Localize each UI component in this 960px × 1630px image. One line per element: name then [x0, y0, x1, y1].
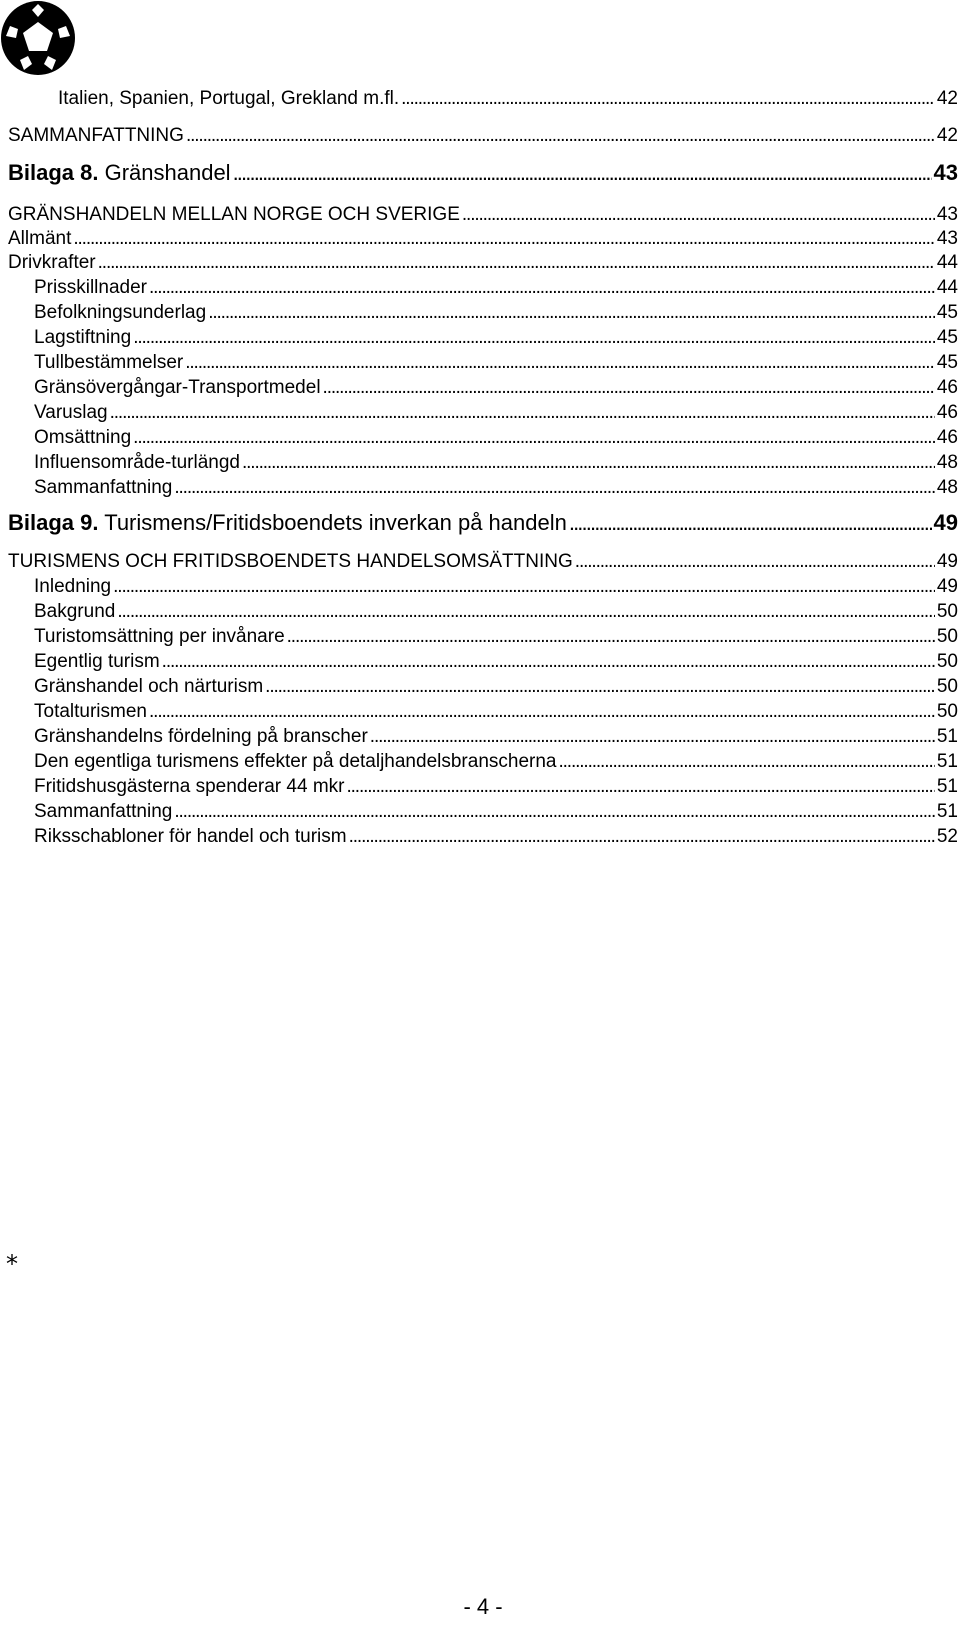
dot-leader	[110, 402, 935, 424]
toc-entry-page: 43	[936, 204, 958, 225]
toc-entry-page: 49	[936, 576, 958, 597]
dot-leader	[98, 252, 935, 274]
toc-entry[interactable]	[8, 302, 958, 324]
dot-leader	[186, 125, 935, 147]
toc-entry-title: Gränsövergångar-Transportmedel	[34, 377, 321, 398]
dot-leader	[162, 651, 935, 673]
toc-entry[interactable]	[8, 88, 958, 110]
footnote-asterisk: *	[6, 1250, 18, 1278]
toc-entry-title: SAMMANFATTNING	[8, 125, 184, 146]
toc-entry-page: 51	[936, 751, 958, 772]
toc-entry-page: 48	[936, 477, 958, 498]
toc-entry-page: 50	[936, 701, 958, 722]
toc-entry-title: Italien, Spanien, Portugal, Grekland m.fl.	[58, 88, 400, 109]
toc-entry[interactable]	[8, 477, 958, 499]
dot-leader	[113, 576, 935, 598]
toc-entry-page: 46	[936, 402, 958, 423]
toc-entry-title: Sammanfattning	[34, 801, 173, 822]
toc-entry[interactable]	[8, 252, 958, 274]
toc-entry-title: Bakgrund	[34, 601, 116, 622]
toc-entry-title: Befolkningsunderlag	[34, 302, 207, 323]
toc-entry[interactable]	[8, 551, 958, 573]
toc-entry[interactable]	[8, 651, 958, 673]
dot-leader	[149, 277, 935, 299]
dot-leader	[208, 302, 935, 324]
toc-entry[interactable]	[8, 352, 958, 374]
toc-entry-page: 45	[936, 352, 958, 373]
toc-entry[interactable]	[8, 676, 958, 698]
toc-entry-appendix[interactable]	[8, 160, 958, 186]
toc-entry[interactable]	[8, 427, 958, 449]
pentagon-ball-logo-icon	[0, 0, 76, 76]
dot-leader	[233, 160, 932, 186]
toc-entry-title: Sammanfattning	[34, 477, 173, 498]
toc-entry-title: Den egentliga turismens effekter på detaljhandelsbranscherna	[34, 751, 557, 772]
toc-entry[interactable]	[8, 125, 958, 147]
toc-entry-page: 50	[936, 601, 958, 622]
toc-entry-title: Gränshandelns fördelning på branscher	[34, 726, 368, 747]
toc-entry[interactable]	[8, 204, 958, 226]
toc-entry[interactable]	[8, 377, 958, 399]
toc-entry[interactable]	[8, 801, 958, 823]
toc-entry-title: Egentlig turism	[34, 651, 160, 672]
toc-entry[interactable]	[8, 751, 958, 773]
toc-entry-page: 42	[936, 88, 958, 109]
toc-entry[interactable]	[8, 726, 958, 748]
toc-entry[interactable]	[8, 452, 958, 474]
dot-leader	[174, 477, 935, 499]
toc-entry-page: 43	[933, 160, 958, 185]
dot-leader	[287, 626, 935, 648]
toc-entry-title: Drivkrafter	[8, 252, 96, 273]
toc-entry-title: Allmänt	[8, 228, 72, 249]
toc-entry-appendix[interactable]	[8, 510, 958, 536]
toc-entry-page: 44	[936, 277, 958, 298]
toc-entry-page: 49	[933, 510, 958, 535]
dot-leader	[133, 327, 935, 349]
toc-entry-title: Prisskillnader	[34, 277, 147, 298]
toc-entry-page: 42	[936, 125, 958, 146]
dot-leader	[133, 427, 935, 449]
toc-entry-page: 51	[936, 776, 958, 797]
toc-entry-title: Turistomsättning per invånare	[34, 626, 285, 647]
toc-entry[interactable]	[8, 576, 958, 598]
dot-leader	[346, 776, 934, 798]
dot-leader	[370, 726, 935, 748]
dot-leader	[265, 676, 935, 698]
dot-leader	[575, 551, 935, 573]
toc-entry[interactable]	[8, 402, 958, 424]
dot-leader	[401, 88, 935, 110]
toc-entry-page: 50	[936, 626, 958, 647]
toc-entry-page: 43	[936, 228, 958, 249]
toc-entry-title: GRÄNSHANDELN MELLAN NORGE OCH SVERIGE	[8, 204, 460, 225]
toc-entry-page: 52	[936, 826, 958, 847]
dot-leader	[569, 510, 932, 536]
toc-entry-title: Omsättning	[34, 427, 132, 448]
toc-entry-title: Tullbestämmelser	[34, 352, 184, 373]
toc-entry-page: 44	[936, 252, 958, 273]
toc-entry-page: 46	[936, 427, 958, 448]
dot-leader	[242, 452, 935, 474]
toc-entry-title: Fritidshusgästerna spenderar 44 mkr	[34, 776, 345, 797]
toc-entry-page: 51	[936, 801, 958, 822]
toc-entry-title: Influensområde-turlängd	[34, 452, 240, 473]
dot-leader	[73, 228, 935, 250]
dot-leader	[323, 377, 935, 399]
toc-entry[interactable]	[8, 601, 958, 623]
toc-entry-page: 45	[936, 302, 958, 323]
appendix-label: Bilaga 8.	[8, 160, 99, 185]
toc-entry[interactable]	[8, 826, 958, 848]
appendix-label: Bilaga 9.	[8, 510, 99, 535]
toc-entry-title: TURISMENS OCH FRITIDSBOENDETS HANDELSOMSÄTTNING	[8, 551, 573, 572]
toc-entry-title: Lagstiftning	[34, 327, 132, 348]
toc-entry-title: Riksschabloner för handel och turism	[34, 826, 347, 847]
dot-leader	[349, 826, 935, 848]
toc-entry-page: 49	[936, 551, 958, 572]
toc-entry-title: Varuslag	[34, 402, 108, 423]
toc-entry[interactable]	[8, 277, 958, 299]
toc-entry-title: Totalturismen	[34, 701, 147, 722]
dot-leader	[462, 204, 935, 226]
dot-leader	[174, 801, 935, 823]
toc-entry[interactable]	[8, 228, 958, 250]
toc-entry[interactable]	[8, 701, 958, 723]
dot-leader	[117, 601, 935, 623]
toc-entry-page: 46	[936, 377, 958, 398]
dot-leader	[149, 701, 935, 723]
toc-entry[interactable]	[8, 626, 958, 648]
toc-entry[interactable]	[8, 327, 958, 349]
toc-entry-title: Inledning	[34, 576, 112, 597]
toc-entry-title: Turismens/Fritidsboendets inverkan på handeln	[98, 510, 567, 535]
toc-entry-page: 45	[936, 327, 958, 348]
dot-leader	[185, 352, 935, 374]
toc-entry-title: Gränshandel och närturism	[34, 676, 264, 697]
page-number: - 4 -	[463, 1594, 503, 1619]
toc-entry-title: Gränshandel	[98, 160, 231, 185]
toc-entry-page: 50	[936, 651, 958, 672]
toc-entry-page: 48	[936, 452, 958, 473]
dot-leader	[558, 751, 934, 773]
toc-entry-page: 51	[936, 726, 958, 747]
toc-entry-page: 50	[936, 676, 958, 697]
toc-entry[interactable]	[8, 776, 958, 798]
